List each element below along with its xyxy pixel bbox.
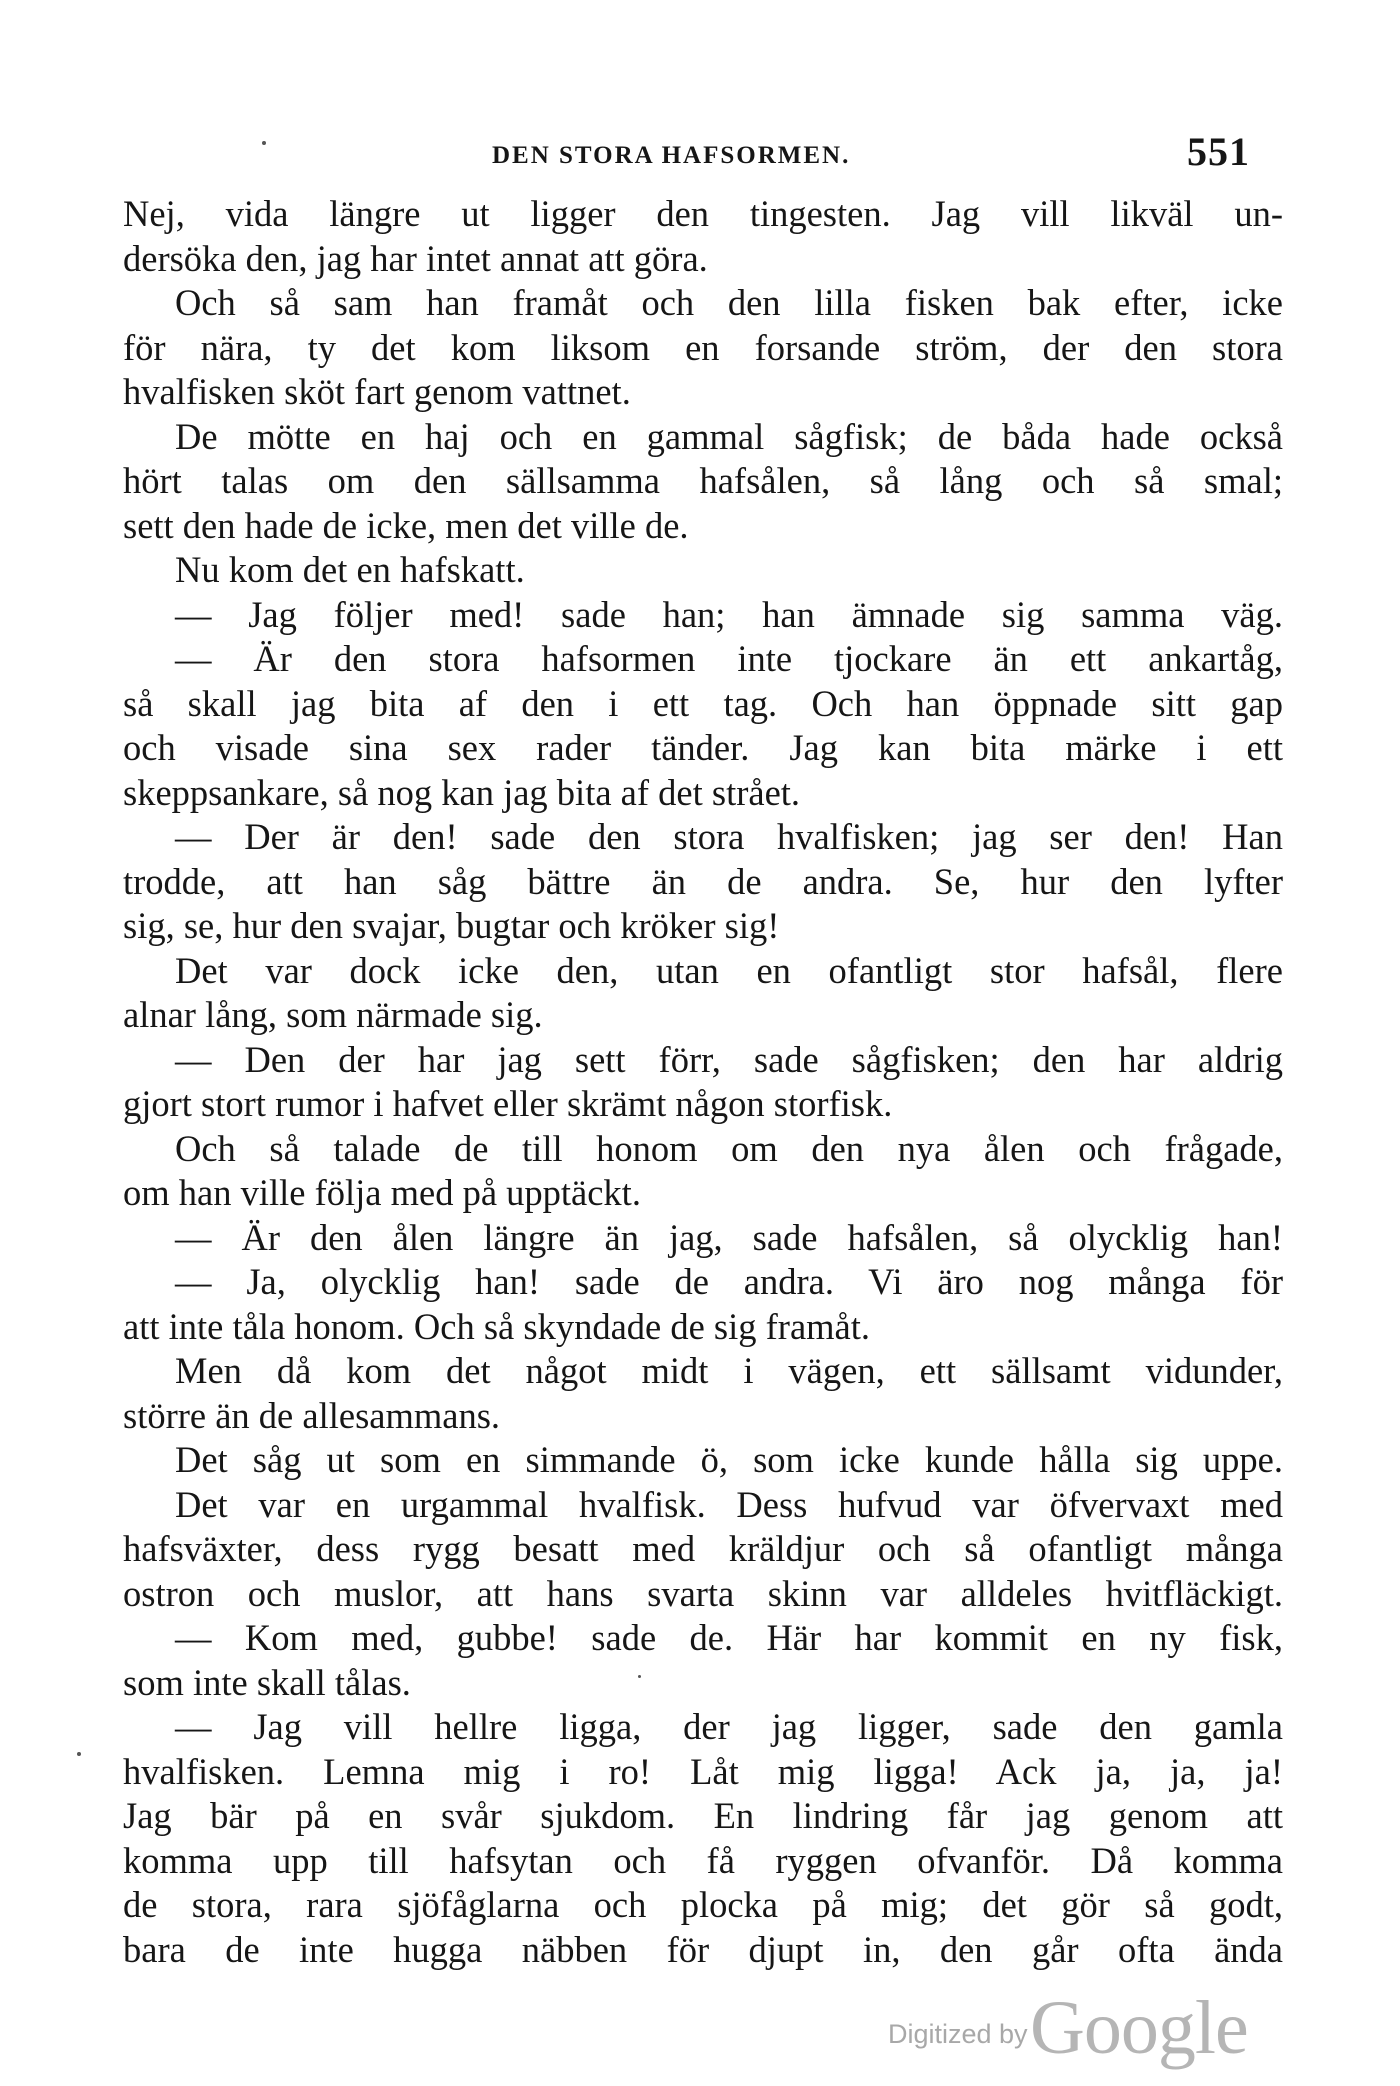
- text-line: Nu kom det en hafskatt.: [175, 549, 525, 590]
- text-line: alnar lång, som närmade sig.: [123, 994, 543, 1035]
- text-line: Nej, vida längre ut ligger den tingesten. Jag vill likväl un-: [123, 193, 1283, 234]
- text-line: och visade sina sex rader tänder. Jag kan bita märke i ett: [123, 727, 1283, 768]
- text-line: — Är den stora hafsormen inte tjockare än ett ankartåg,: [175, 638, 1283, 679]
- google-logo: Google: [1030, 1986, 1248, 2070]
- text-line: — Jag vill hellre ligga, der jag ligger, sade den gamla: [175, 1706, 1283, 1747]
- text-line: dersöka den, jag har intet annat att göra.: [123, 237, 708, 279]
- text-line: gjort stort rumor i hafvet eller skrämt någon storfisk.: [123, 1083, 893, 1124]
- text-line: — Der är den! sade den stora hvalfisken; jag ser den! Han: [175, 816, 1283, 857]
- text-line: ostron och muslor, att hans svarta skinn var alldeles hvitfläckigt.: [123, 1572, 1283, 1614]
- running-head: DEN STORA HAFSORMEN.: [492, 142, 851, 169]
- print-speck: [77, 1752, 81, 1756]
- text-line: bara de inte hugga näbben för djupt in, den går ofta ända: [123, 1928, 1283, 1970]
- text-line: Jag bär på en svår sjukdom. En lindring får jag genom att: [123, 1795, 1283, 1836]
- text-line: för nära, ty det kom liksom en forsande ström, der den stora: [123, 326, 1283, 368]
- watermark-prefix: Digitized by: [888, 2019, 1028, 2049]
- text-line: — Den der har jag sett förr, sade sågfisken; den har aldrig: [175, 1038, 1283, 1080]
- text-line: sig, se, hur den svajar, bugtar och kröker sig!: [123, 905, 780, 946]
- text-line: hört talas om den sällsamma hafsålen, så lång och så smal;: [123, 460, 1283, 501]
- text-line: som inte skall tålas.: [123, 1661, 411, 1703]
- text-line: Men då kom det något midt i vägen, ett sällsamt vidunder,: [175, 1350, 1283, 1391]
- text-line: Det såg ut som en simmande ö, som icke kunde hålla sig uppe.: [175, 1439, 1283, 1480]
- text-line: — Kom med, gubbe! sade de. Här har kommit en ny fisk,: [175, 1617, 1283, 1658]
- text-line: Det var dock icke den, utan en ofantligt stor hafsål, flere: [175, 949, 1283, 991]
- text-line: att inte tåla honom. Och så skyndade de sig framåt.: [123, 1305, 871, 1347]
- text-line: Och så talade de till honom om den nya ålen och frågade,: [175, 1127, 1283, 1169]
- text-line: de stora, rara sjöfåglarna och plocka på mig; det gör så godt,: [123, 1884, 1283, 1925]
- page-number: 551: [1187, 129, 1250, 174]
- text-line: trodde, att han såg bättre än de andra. Se, hur den lyfter: [123, 860, 1283, 902]
- text-line: — Jag följer med! sade han; han ämnade sig samma väg.: [175, 593, 1283, 635]
- print-speck: [638, 1675, 641, 1678]
- text-line: Och så sam han framåt och den lilla fisken bak efter, icke: [175, 282, 1283, 323]
- text-line: Det var en urgammal hvalfisk. Dess hufvud var öfvervaxt med: [175, 1483, 1283, 1525]
- text-line: — Är den ålen längre än jag, sade hafsålen, så olycklig han!: [175, 1216, 1283, 1258]
- text-line: komma upp till hafsytan och få ryggen ofvanför. Då komma: [123, 1839, 1283, 1881]
- text-line: hafsväxter, dess rygg besatt med kräldjur och så ofantligt många: [123, 1528, 1283, 1569]
- text-line: — Ja, olycklig han! sade de andra. Vi äro nog många för: [175, 1261, 1283, 1302]
- text-line: De mötte en haj och en gammal sågfisk; de båda hade också: [175, 415, 1283, 457]
- body-text: [123, 192, 1283, 1972]
- text-line: hvalfisken. Lemna mig i ro! Låt mig ligga! Ack ja, ja, ja!: [123, 1750, 1283, 1792]
- digitized-by-watermark: [888, 1985, 1288, 2070]
- text-line: så skall jag bita af den i ett tag. Och han öppnade sitt gap: [123, 682, 1283, 724]
- text-line: sett den hade de icke, men det ville de.: [123, 504, 689, 546]
- text-line: hvalfisken sköt fart genom vattnet.: [123, 371, 631, 412]
- print-speck: [262, 141, 266, 145]
- text-line: skeppsankare, så nog kan jag bita af det strået.: [123, 771, 801, 813]
- text-line: större än de allesammans.: [123, 1394, 501, 1436]
- text-line: om han ville följa med på upptäckt.: [123, 1172, 641, 1213]
- page-header: [120, 128, 1270, 188]
